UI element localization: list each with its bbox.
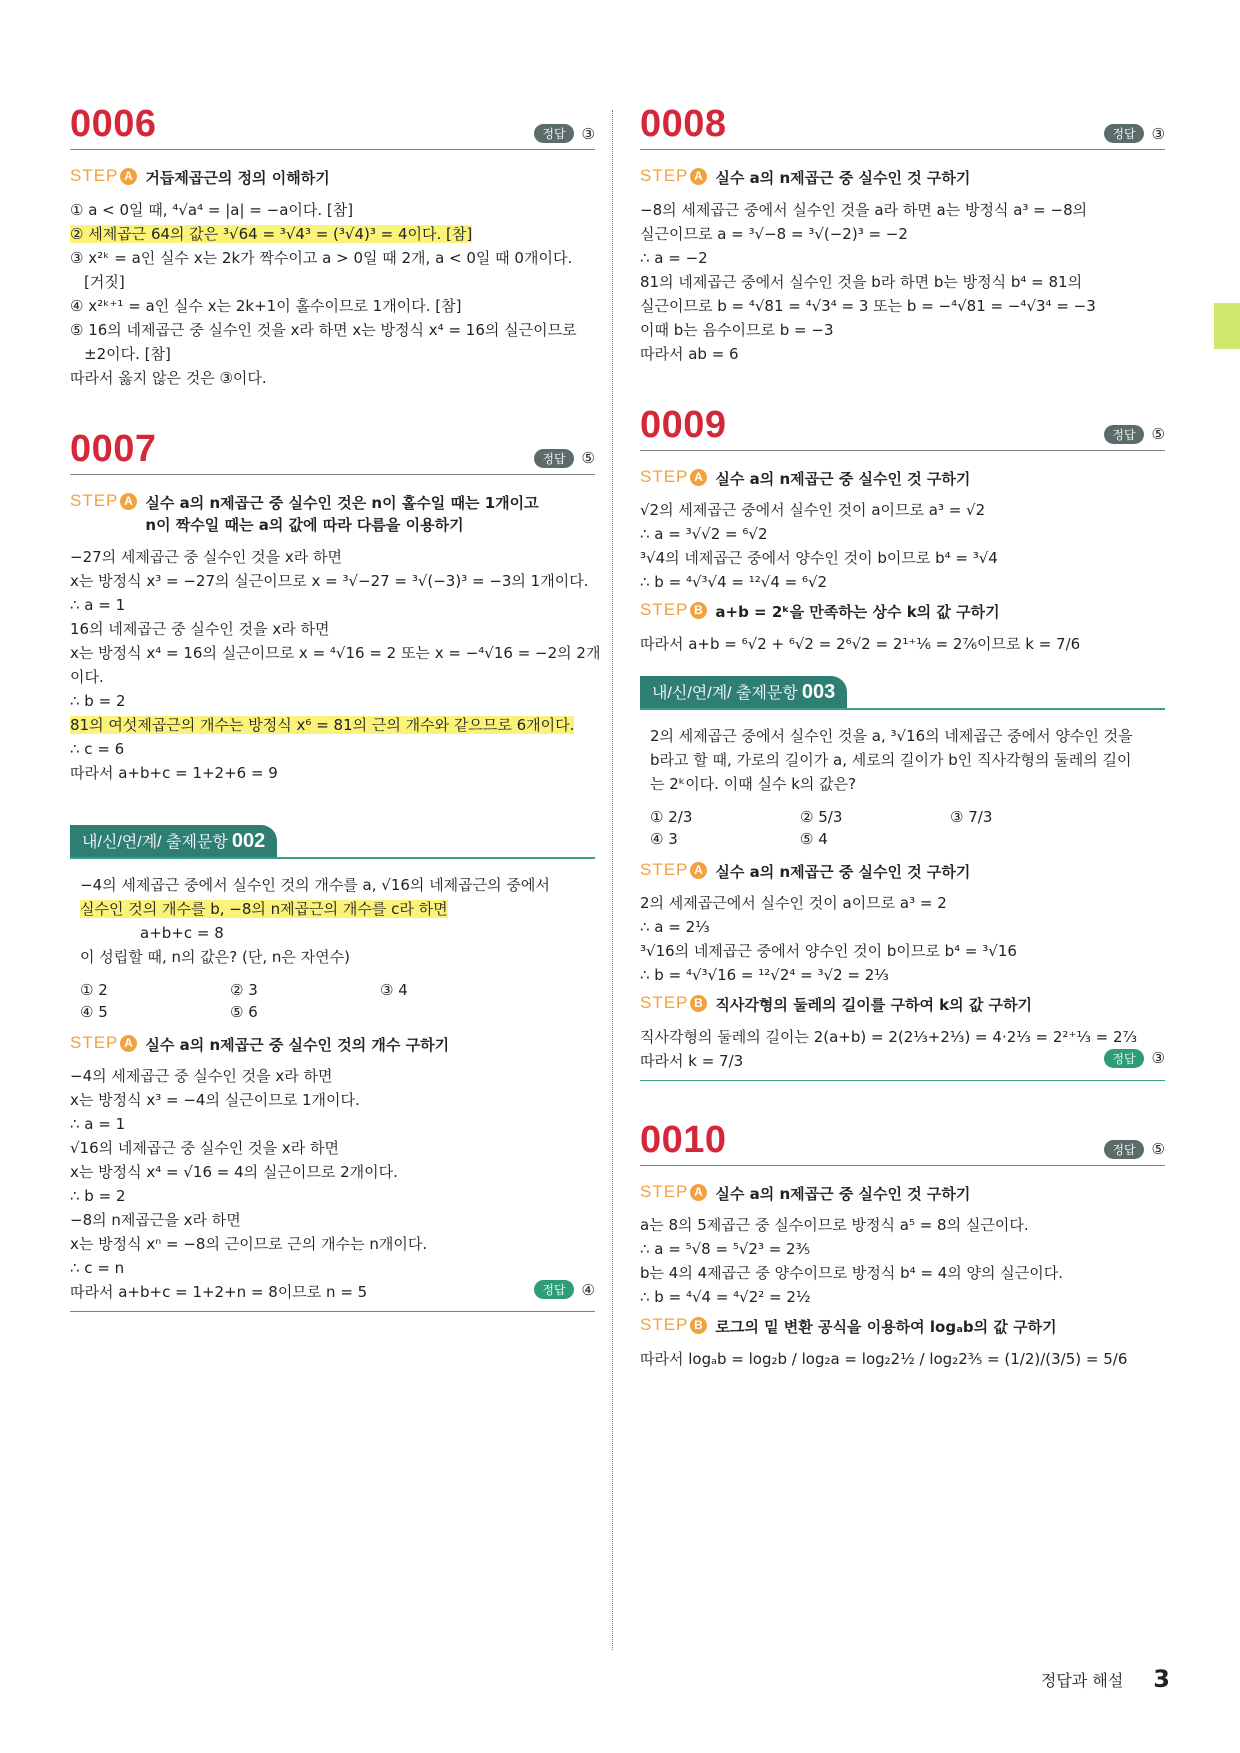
problem-0010 bbox=[640, 1118, 1165, 1371]
step-b: STEP B a+b = 2ᵏ을 만족하는 상수 k의 값 구하기 bbox=[640, 600, 1165, 624]
solution-line: ∴ b = 2 bbox=[70, 1187, 126, 1205]
solution-line: ³√4의 네제곱근 중에서 양수인 것이 b이므로 b⁴ = ³√4 bbox=[640, 549, 998, 567]
solution-line: ∴ a = 2¹⁄₃ bbox=[640, 918, 710, 936]
solution-line: ③ x²ᵏ = a인 실수 x는 2k가 짝수이고 a > 0일 때 2개, a < 0일 때 0개이다. bbox=[70, 248, 573, 267]
solution-line: 따라서 k = 7/3 bbox=[640, 1051, 744, 1070]
step-title: 실수 a의 n제곱근 중 실수인 것 구하기 bbox=[715, 862, 971, 881]
step-a: STEP A 실수 a의 n제곱근 중 실수인 것 구하기 bbox=[640, 166, 1165, 190]
solution-line: ±2이다. [참] bbox=[84, 344, 171, 363]
related-banner: 내/신/연/계/ 출제문항 003 bbox=[640, 676, 1165, 710]
step-a: STEP A 실수 a의 n제곱근 중 실수인 것 구하기 bbox=[640, 860, 1165, 884]
right-column bbox=[640, 105, 1165, 1411]
solution-line: 따라서 logₐb = log₂b / log₂a = log₂2¹⁄₂ / log₂2³⁄₅ = (1/2)/(3/5) = 5/6 bbox=[640, 1349, 1128, 1368]
solution-line: √16의 네제곱근 중 실수인 것을 x라 하면 bbox=[70, 1139, 339, 1157]
solution-line: ∴ b = ⁴√³√16 = ¹²√2⁴ = ³√2 = 2¹⁄₃ bbox=[640, 966, 889, 984]
answer-badge: 정답 bbox=[534, 124, 573, 143]
answer-value: ⑤ bbox=[1151, 425, 1165, 443]
choice[interactable]: ① 2/3 bbox=[650, 807, 693, 826]
solution-line: x는 방정식 x³ = −4의 실근이므로 1개이다. bbox=[70, 1091, 360, 1109]
solution-line: 실근이므로 a = ³√−8 = ³√(−2)³ = −2 bbox=[640, 224, 908, 243]
step-title: 직사각형의 둘레의 길이를 구하여 k의 값 구하기 bbox=[715, 996, 1033, 1014]
solution-line: 2의 세제곱근에서 실수인 것이 a이므로 a³ = 2 bbox=[640, 894, 947, 912]
solution-line: ∴ a = ⁵√8 = ⁵√2³ = 2³⁄₅ bbox=[640, 1240, 811, 1258]
problem-0008 bbox=[640, 105, 1165, 366]
solution-line: −8의 n제곱근을 x라 하면 bbox=[70, 1211, 241, 1229]
step-title: 실수 a의 n제곱근 중 실수인 것은 n이 홀수일 때는 1개이고 n이 짝수일 때는 a의 값에 따라 다름을 이용하기 bbox=[145, 493, 539, 534]
solution-line: [거짓] bbox=[84, 272, 125, 291]
choice[interactable]: ② 3 bbox=[230, 980, 258, 999]
question: −4의 세제곱근 중에서 실수인 것의 개수를 a, √16의 네제곱근의 중에서 실수인 것의 개수를 b, −8의 n제곱근의 개수를 c라 하면 a+b+c = 8 이 성립할 때, n의 값은? (단, n은 자연수) bbox=[80, 875, 550, 966]
page-number: 3 bbox=[1153, 1665, 1170, 1693]
solution-line: 따라서 a+b = ⁶√2 + ⁶√2 = 2⁶√2 = 2¹⁺¹⁄₆ = 2⁷⁄₆이므로 k = 7/6 bbox=[640, 634, 1081, 653]
solution-line: b는 4의 4제곱근 중 양수이므로 방정식 b⁴ = 4의 양의 실근이다. bbox=[640, 1264, 1063, 1282]
solution-line: 직사각형의 둘레의 길이는 2(a+b) = 2(2¹⁄₃+2¹⁄₃) = 4·2¹⁄₃ = 2²⁺¹⁄₃ = 2⁷⁄₃ bbox=[640, 1027, 1138, 1046]
solution-line: ∴ a = ³√√2 = ⁶√2 bbox=[640, 525, 768, 543]
answer-badge: 정답 bbox=[1104, 1140, 1143, 1159]
solution-line: −8의 세제곱근 중에서 실수인 것을 a라 하면 a는 방정식 a³ = −8의 bbox=[640, 200, 1088, 219]
step-a: STEP A 실수 a의 n제곱근 중 실수인 것 구하기 bbox=[640, 1182, 1165, 1206]
solution-line: 이때 b는 음수이므로 b = −3 bbox=[640, 320, 834, 339]
related-problem-002 bbox=[70, 825, 595, 1313]
choices bbox=[80, 979, 595, 1023]
problem-number: 0006 bbox=[70, 103, 157, 145]
step-a: STEP A 거듭제곱근의 정의 이해하기 bbox=[70, 166, 595, 190]
solution-line: x는 방정식 xⁿ = −8의 근이므로 근의 개수는 n개이다. bbox=[70, 1235, 428, 1253]
problem-number: 0010 bbox=[640, 1118, 727, 1161]
step-a: STEP A 실수 a의 n제곱근 중 실수인 것의 개수 구하기 bbox=[70, 1033, 595, 1057]
choice[interactable]: ⑤ 4 bbox=[800, 829, 828, 848]
answer-value: ④ bbox=[581, 1280, 595, 1299]
step-title: 실수 a의 n제곱근 중 실수인 것 구하기 bbox=[715, 169, 971, 187]
step-title: 실수 a의 n제곱근 중 실수인 것 구하기 bbox=[715, 1184, 971, 1203]
solution-line: a는 8의 5제곱근 중 실수이므로 방정식 a⁵ = 8의 실근이다. bbox=[640, 1216, 1029, 1234]
step-title: 실수 a의 n제곱근 중 실수인 것의 개수 구하기 bbox=[145, 1035, 450, 1054]
answer-value: ③ bbox=[581, 124, 595, 143]
step-a: STEP A 실수 a의 n제곱근 중 실수인 것은 n이 홀수일 때는 1개이고 n이 짝수일 때는 a의 값에 따라 다름을 이용하기 bbox=[70, 491, 595, 537]
answer bbox=[534, 124, 595, 143]
choice[interactable]: ② 5/3 bbox=[800, 807, 843, 826]
answer-value: ③ bbox=[1151, 1049, 1165, 1067]
answer bbox=[534, 449, 595, 468]
choice[interactable]: ① 2 bbox=[80, 980, 108, 999]
solution-line: ∴ a = 1 bbox=[70, 1115, 126, 1133]
answer-value: ⑤ bbox=[1151, 1140, 1165, 1158]
step-b: STEP B 로그의 밑 변환 공식을 이용하여 logₐb의 값 구하기 bbox=[640, 1315, 1165, 1339]
question: 2의 세제곱근 중에서 실수인 것을 a, ³√16의 네제곱근 중에서 양수인 것을 b라고 할 때, 가로의 길이가 a, 세로의 길이가 b인 직사각형의 둘레의 길이 는 2ᵏ이다. 이때 실수 k의 값은? bbox=[650, 726, 1133, 793]
problem-0006 bbox=[70, 105, 595, 390]
step-title: 로그의 밑 변환 공식을 이용하여 logₐb의 값 구하기 bbox=[715, 1318, 1057, 1336]
answer-badge: 정답 bbox=[534, 1280, 573, 1299]
solution-line: ∴ b = ⁴√4 = ⁴√2² = 2¹⁄₂ bbox=[640, 1288, 811, 1306]
solution-line: ② 세제곱근 64의 값은 ³√64 = ³√4³ = (³√4)³ = 4이다. [참] bbox=[70, 224, 473, 243]
solution-line: ³√16의 네제곱근 중에서 양수인 것이 b이므로 b⁴ = ³√16 bbox=[640, 942, 1017, 960]
footer-label: 정답과 해설 bbox=[1040, 1670, 1124, 1690]
solution-line: −27의 세제곱근 중 실수인 것을 x라 하면 bbox=[70, 547, 343, 566]
solution-line: 따라서 ab = 6 bbox=[640, 344, 739, 363]
solution-line: 81의 네제곱근 중에서 실수인 것을 b라 하면 b는 방정식 b⁴ = 81의 bbox=[640, 272, 1083, 291]
column-divider bbox=[612, 110, 613, 1650]
step-a: STEP A 실수 a의 n제곱근 중 실수인 것 구하기 bbox=[640, 467, 1165, 491]
solution-line: √2의 세제곱근 중에서 실수인 것이 a이므로 a³ = √2 bbox=[640, 501, 986, 519]
solution-line: x는 방정식 x⁴ = 16의 실근이므로 x = ⁴√16 = 2 또는 x = −⁴√16 = −2의 2개 bbox=[70, 643, 601, 662]
related-problem-003 bbox=[640, 676, 1165, 1081]
solution-line: 따라서 a+b+c = 1+2+6 = 9 bbox=[70, 763, 278, 782]
problem-0009 bbox=[640, 403, 1165, 656]
page-footer bbox=[1041, 1665, 1170, 1693]
solution-line: ∴ a = 1 bbox=[70, 595, 126, 614]
choice[interactable]: ③ 4 bbox=[380, 980, 408, 999]
related-banner: 내/신/연/계/ 출제문항 002 bbox=[70, 825, 595, 859]
solution-line: 이다. bbox=[70, 667, 104, 686]
left-column bbox=[70, 103, 601, 1352]
solution-line: 81의 여섯제곱근의 개수는 방정식 x⁶ = 81의 근의 개수와 같으므로 6개이다. bbox=[70, 715, 575, 734]
answer bbox=[1104, 1140, 1165, 1159]
solution-line: ∴ c = n bbox=[70, 1259, 125, 1277]
problem-0007 bbox=[70, 427, 601, 785]
choice[interactable]: ④ 5 bbox=[80, 1002, 108, 1021]
solution-line: ① a < 0일 때, ⁴√a⁴ = |a| = −a이다. [참] bbox=[70, 200, 354, 219]
solution-line: ∴ b = 2 bbox=[70, 691, 126, 710]
answer-badge: 정답 bbox=[1104, 124, 1143, 143]
solution-line: ∴ a = −2 bbox=[640, 248, 708, 267]
answer-value: ③ bbox=[1151, 124, 1165, 143]
answer bbox=[1104, 425, 1165, 444]
solution-line: −4의 세제곱근 중 실수인 것을 x라 하면 bbox=[70, 1067, 333, 1085]
problem-number: 0008 bbox=[640, 103, 727, 145]
answer-badge: 정답 bbox=[1104, 425, 1143, 444]
solution-line: x는 방정식 x⁴ = √16 = 4의 실근이므로 2개이다. bbox=[70, 1163, 398, 1181]
solution-line: ④ x²ᵏ⁺¹ = a인 실수 x는 2k+1이 홀수이므로 1개이다. [참] bbox=[70, 296, 462, 315]
solution-line: x는 방정식 x³ = −27의 실근이므로 x = ³√−27 = ³√(−3)³ = −3의 1개이다. bbox=[70, 571, 589, 590]
solution-line: ∴ b = ⁴√³√4 = ¹²√4 = ⁶√2 bbox=[640, 573, 828, 591]
problem-number: 0009 bbox=[640, 403, 727, 446]
answer bbox=[1104, 124, 1165, 143]
step-title: a+b = 2ᵏ을 만족하는 상수 k의 값 구하기 bbox=[715, 603, 1000, 621]
solution-line: 실근이므로 b = ⁴√81 = ⁴√3⁴ = 3 또는 b = −⁴√81 = −⁴√3⁴ = −3 bbox=[640, 296, 1096, 315]
choice[interactable]: ⑤ 6 bbox=[230, 1002, 258, 1021]
solution-line: ⑤ 16의 네제곱근 중 실수인 것을 x라 하면 x는 방정식 x⁴ = 16의 실근이므로 bbox=[70, 320, 577, 339]
answer-badge: 정답 bbox=[534, 449, 573, 468]
choice[interactable]: ④ 3 bbox=[650, 829, 678, 848]
choices bbox=[650, 806, 1165, 850]
choice[interactable]: ③ 7/3 bbox=[950, 807, 993, 826]
solution-line: ∴ c = 6 bbox=[70, 739, 125, 758]
solution-line: 따라서 a+b+c = 1+2+n = 8이므로 n = 5 bbox=[70, 1283, 368, 1301]
problem-number: 0007 bbox=[70, 427, 157, 470]
answer-badge: 정답 bbox=[1104, 1049, 1143, 1068]
step-title: 실수 a의 n제곱근 중 실수인 것 구하기 bbox=[715, 469, 971, 488]
answer-value: ⑤ bbox=[581, 449, 595, 467]
solution-line: 따라서 옳지 않은 것은 ③이다. bbox=[70, 368, 267, 387]
step-b: STEP B 직사각형의 둘레의 길이를 구하여 k의 값 구하기 bbox=[640, 993, 1165, 1017]
side-tab bbox=[1214, 303, 1240, 349]
step-title: 거듭제곱근의 정의 이해하기 bbox=[145, 169, 330, 187]
solution-line: 16의 네제곱근 중 실수인 것을 x라 하면 bbox=[70, 619, 330, 638]
